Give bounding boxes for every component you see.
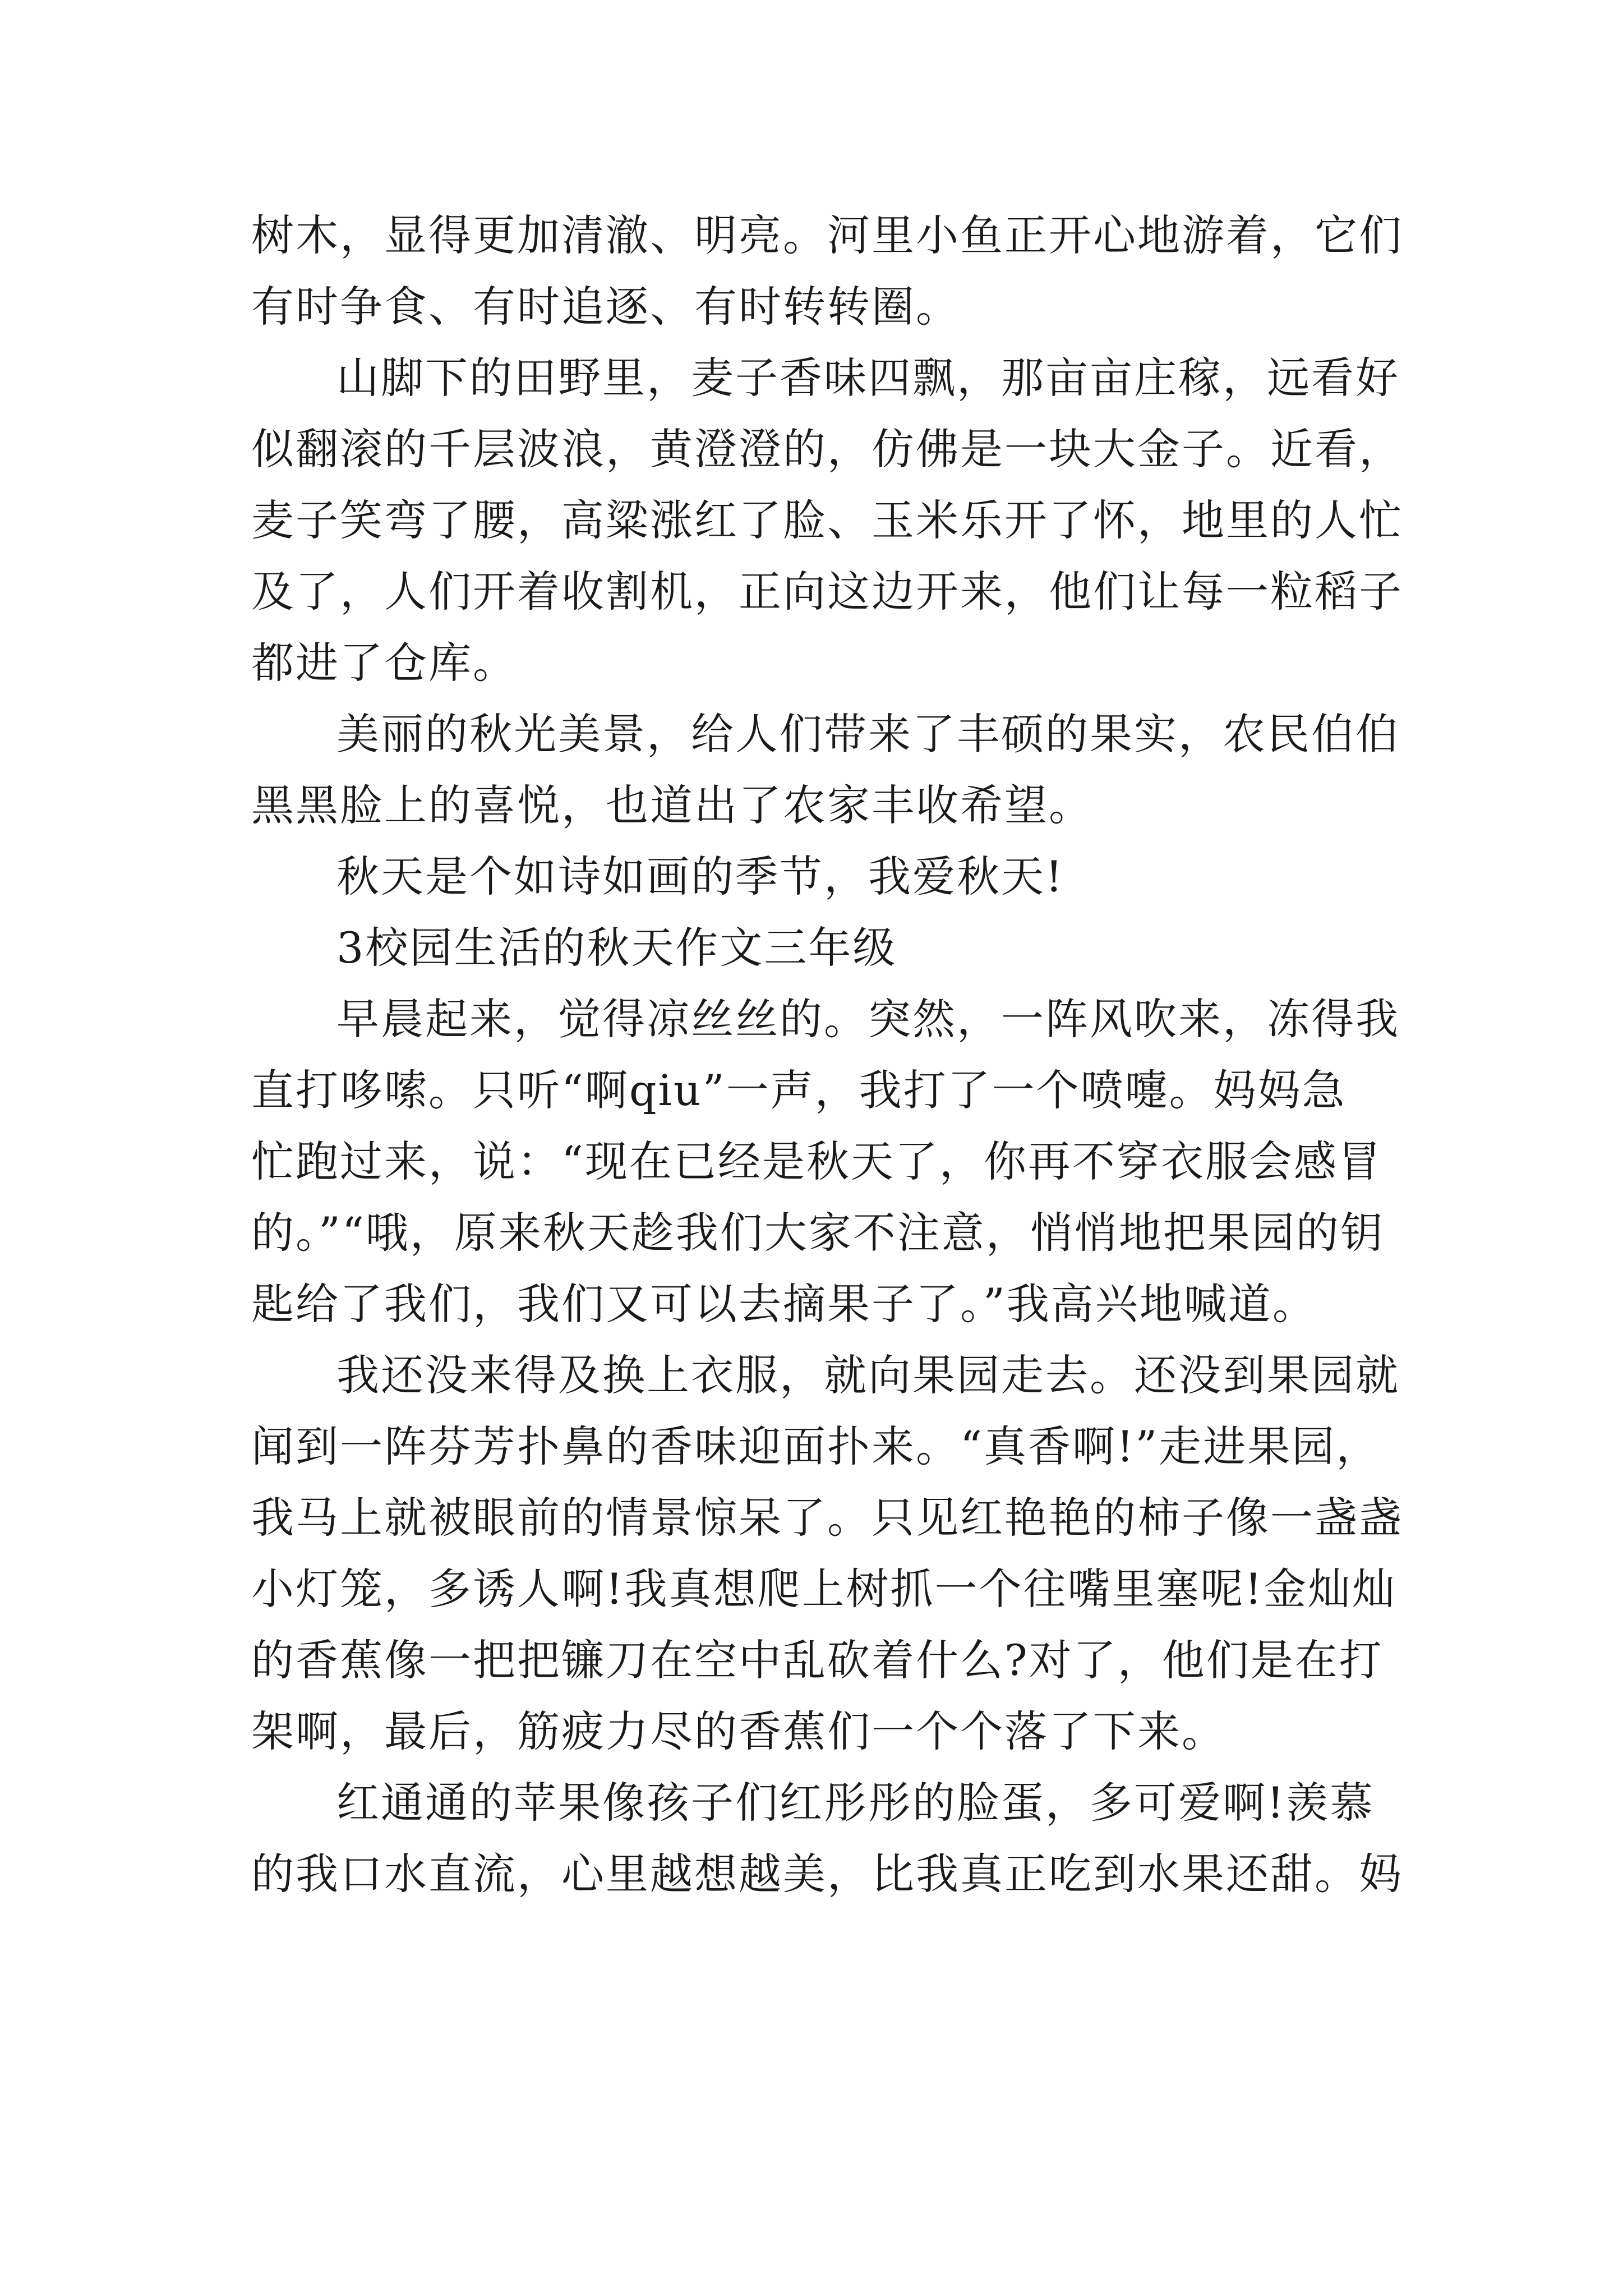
- text-line: 直打哆嗦。只听“啊qiu”一声，我打了一个喷嚏。妈妈急: [251, 1065, 1347, 1115]
- text-line: 黑黑脸上的喜悦，也道出了农家丰收希望。: [251, 780, 1093, 830]
- text-line: 山脚下的田野里，麦子香味四飘，那亩亩庄稼，远看好: [336, 353, 1400, 403]
- text-line: 有时争食、有时追逐、有时转转圈。: [251, 282, 960, 332]
- text-line: 我马上就被眼前的情景惊呆了。只见红艳艳的柿子像一盏盏: [251, 1493, 1403, 1543]
- text-line: 都进了仓库。: [251, 638, 517, 688]
- text-line: 秋天是个如诗如画的季节，我爱秋天!: [336, 852, 1064, 901]
- text-line: 小灯笼，多诱人啊!我真想爬上树抓一个往嘴里塞呢!金灿灿: [251, 1564, 1397, 1614]
- text-line: 我还没来得及换上衣服，就向果园走去。还没到果园就: [336, 1350, 1400, 1400]
- text-line: 匙给了我们，我们又可以去摘果子了。”我高兴地喊道。: [251, 1279, 1317, 1329]
- text-line: 闻到一阵芬芳扑鼻的香味迎面扑来。“真香啊!”走进果园，: [251, 1421, 1381, 1471]
- text-line: 忙跑过来，说：“现在已经是秋天了，你再不穿衣服会感冒: [251, 1137, 1382, 1186]
- text-line: 早晨起来，觉得凉丝丝的。突然，一阵风吹来，冻得我: [336, 994, 1400, 1044]
- text-line: 的香蕉像一把把镰刀在空中乱砍着什么?对了，他们是在打: [251, 1635, 1384, 1685]
- text-line: 美丽的秋光美景，给人们带来了丰硕的果实，农民伯伯: [336, 709, 1400, 759]
- text-line: 的。”“哦，原来秋天趁我们大家不注意，悄悄地把果园的钥: [251, 1208, 1385, 1258]
- text-line: 架啊，最后，筋疲力尽的香蕉们一个个落了下来。: [251, 1706, 1226, 1756]
- essay-text: [251, 200, 1403, 1910]
- text-line: 树木，显得更加清澈、明亮。河里小鱼正开心地游着，它们: [251, 210, 1403, 260]
- text-line: 麦子笑弯了腰，高粱涨红了脸、玉米乐开了怀，地里的人忙: [251, 495, 1403, 545]
- text-line: 似翻滚的千层波浪，黄澄澄的，仿佛是一块大金子。近看，: [251, 424, 1403, 474]
- text-line: 及了，人们开着收割机，正向这边开来，他们让每一粒稻子: [251, 567, 1403, 616]
- text-line: 红通通的苹果像孩子们红彤彤的脸蛋，多可爱啊!羡慕: [336, 1778, 1375, 1828]
- text-line: 的我口水直流，心里越想越美，比我真正吃到水果还甜。妈: [251, 1849, 1403, 1899]
- section-heading: 3校园生活的秋天作文三年级: [336, 923, 897, 973]
